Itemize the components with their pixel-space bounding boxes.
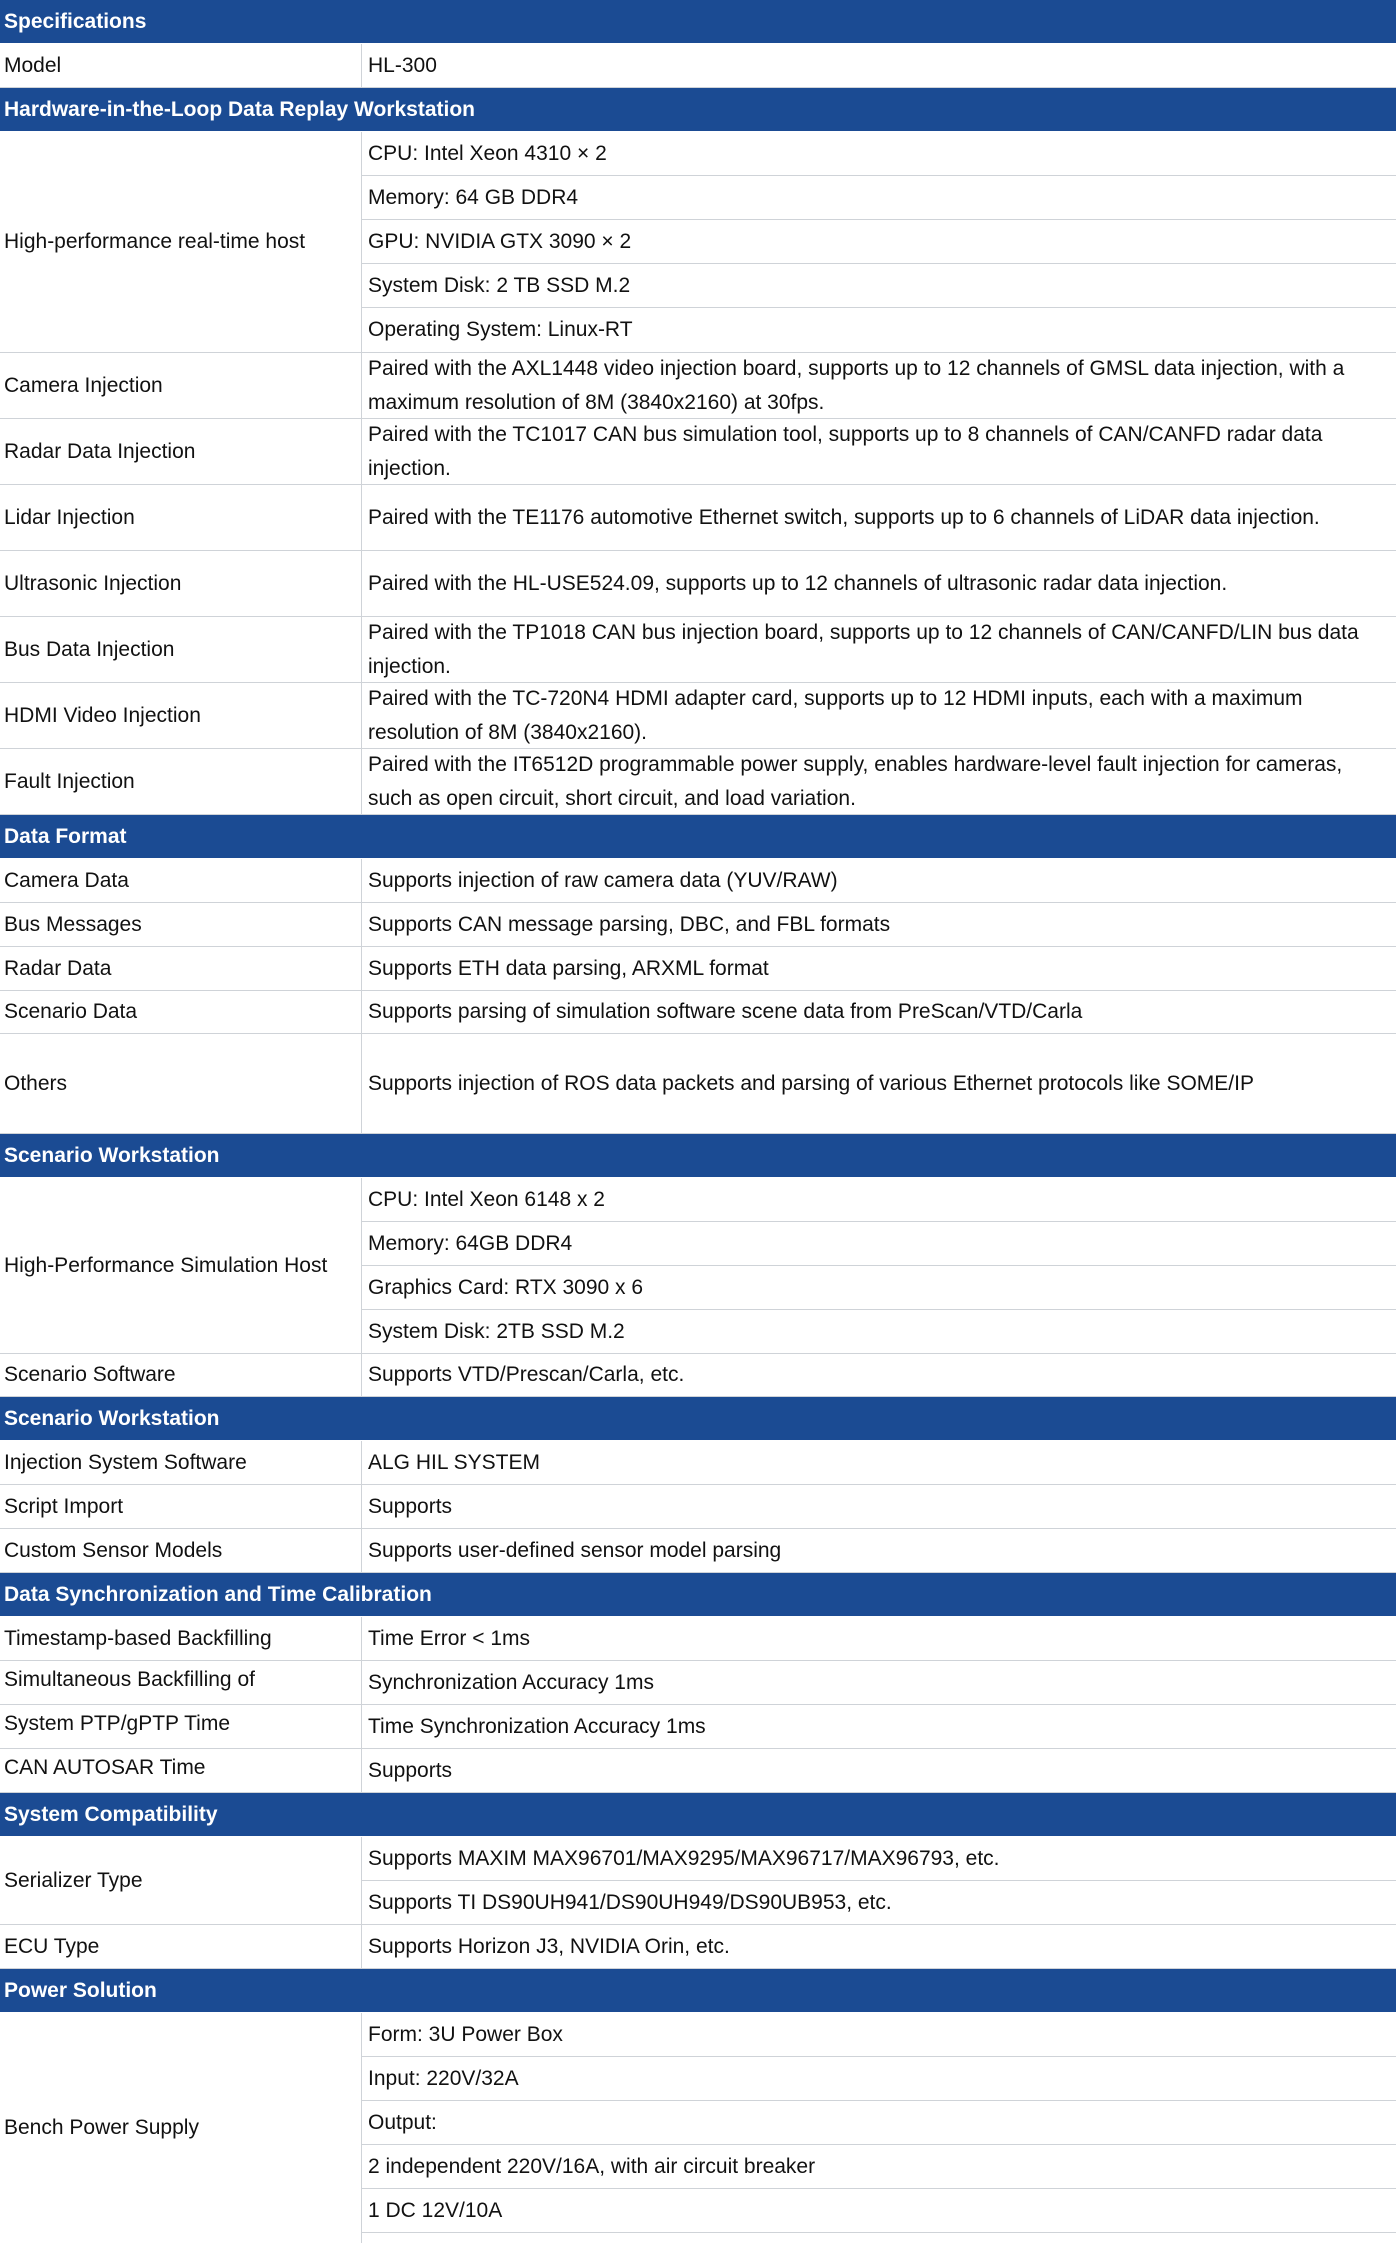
row-value: Paired with the AXL1448 video injection board, supports up to 12 channels of GMSL data injection, with a maximum resolution of 8M (3840x2160) at 30fps. [368,356,1345,414]
table-row [0,683,1396,749]
row-label: Bus Messages [0,903,362,946]
row-value: Supports user-defined sensor model parsing [368,1538,782,1562]
section-title: Scenario Workstation [4,1143,220,1167]
row-value: Supports [368,1758,453,1782]
row-label: Bus Data Injection [0,617,362,682]
section-title: System Compatibility [4,1802,218,1826]
table-row [0,1617,1396,1661]
power-item: Form: 3U Power Box [362,2013,1396,2057]
serializer-item: Supports TI DS90UH941/DS90UH949/DS90UB953, etc. [362,1881,1396,1925]
table-row [0,1441,1396,1485]
section-header-specifications [0,0,1396,44]
row-label: Radar Data Injection [0,419,362,484]
row-label: CAN AUTOSAR Time [0,1749,362,1792]
section-header-scenario-workstation-2 [0,1397,1396,1441]
table-row [0,991,1396,1034]
row-label: Simultaneous Backfilling of [0,1661,362,1704]
row-label-host: High-performance real-time host [0,132,362,353]
power-item-spacer [362,2233,1396,2243]
table-row [0,485,1396,551]
row-label: Timestamp-based Backfilling [0,1617,362,1660]
table-row [0,353,1396,419]
row-value: Synchronization Accuracy 1ms [368,1670,654,1694]
row-label: Scenario Data [0,991,362,1033]
row-label: Injection System Software [0,1441,362,1484]
table-row [0,419,1396,485]
host-spec-item: Memory: 64 GB DDR4 [362,176,1396,220]
host-spec-item: System Disk: 2 TB SSD M.2 [362,264,1396,308]
row-label: ECU Type [0,1925,362,1968]
row-label: HDMI Video Injection [0,683,362,748]
power-item: Output: [362,2101,1396,2145]
host-spec-item: Operating System: Linux-RT [362,308,1396,353]
section-title: Specifications [4,9,147,33]
row-value: Paired with the TE1176 automotive Ethernet switch, supports up to 6 channels of LiDAR data injection. [368,505,1320,529]
section-header-scenario-workstation [0,1134,1396,1178]
host-spec-item: Graphics Card: RTX 3090 x 6 [362,1266,1396,1310]
host-spec-item: Memory: 64GB DDR4 [362,1222,1396,1266]
row-value: Paired with the IT6512D programmable power supply, enables hardware-level fault injection for cameras, such as open circuit, short circuit, and load variation. [368,752,1343,810]
section-title: Data Format [4,824,127,848]
table-row [0,1661,1396,1705]
table-row [0,749,1396,815]
row-value: Supports injection of ROS data packets and parsing of various Ethernet protocols like SOME/IP [368,1071,1254,1095]
row-label: Lidar Injection [0,485,362,550]
section-header-compatibility [0,1793,1396,1837]
row-label-bench-power: Bench Power Supply [0,2013,362,2243]
table-row [0,1705,1396,1749]
row-value: Supports parsing of simulation software scene data from PreScan/VTD/Carla [368,1000,1083,1023]
table-row [0,1749,1396,1793]
row-value: Time Synchronization Accuracy 1ms [368,1714,706,1738]
row-value: Paired with the HL-USE524.09, supports up to 12 channels of ultrasonic radar data injection. [368,571,1228,595]
row-label: Model [0,44,362,87]
section-header-power [0,1969,1396,2013]
section-header-hil [0,88,1396,132]
row-label-serializer: Serializer Type [0,1837,362,1925]
table-row [0,1925,1396,1969]
table-row [0,617,1396,683]
row-value: Supports VTD/Prescan/Carla, etc. [368,1363,685,1386]
table-row [0,903,1396,947]
table-row-model [0,44,1396,88]
row-value: Supports [368,1494,453,1518]
section-title: Scenario Workstation [4,1406,220,1430]
row-label: Others [0,1034,362,1133]
row-value: HL-300 [368,53,437,77]
row-value: Paired with the TC-720N4 HDMI adapter card, supports up to 12 HDMI inputs, each with a maximum resolution of 8M (3840x2160). [368,686,1303,744]
host-spec-item: CPU: Intel Xeon 6148 x 2 [362,1178,1396,1222]
section-title: Hardware-in-the-Loop Data Replay Workstation [4,97,476,121]
table-row [0,859,1396,903]
row-label: Fault Injection [0,749,362,814]
row-label: System PTP/gPTP Time [0,1705,362,1748]
table-row [0,947,1396,991]
row-value: Time Error < 1ms [368,1626,530,1650]
host-spec-item: System Disk: 2TB SSD M.2 [362,1310,1396,1354]
table-row [0,1529,1396,1573]
row-value: Supports Horizon J3, NVIDIA Orin, etc. [368,1934,730,1958]
table-row [0,1354,1396,1397]
section-header-data-format [0,815,1396,859]
row-value: Supports injection of raw camera data (YUV/RAW) [368,868,838,892]
row-label-simulation-host: High-Performance Simulation Host [0,1178,362,1354]
power-item: Input: 220V/32A [362,2057,1396,2101]
table-row [0,1034,1396,1134]
row-label: Script Import [0,1485,362,1528]
power-item: 1 DC 12V/10A [362,2189,1396,2233]
table-row [0,1485,1396,1529]
host-spec-item: CPU: Intel Xeon 4310 × 2 [362,132,1396,176]
host-spec-item: GPU: NVIDIA GTX 3090 × 2 [362,220,1396,264]
section-title: Power Solution [4,1978,157,2002]
row-label: Scenario Software [0,1354,362,1396]
row-label: Camera Injection [0,353,362,418]
section-title: Data Synchronization and Time Calibration [4,1582,432,1606]
row-value: Paired with the TP1018 CAN bus injection board, supports up to 12 channels of CAN/CANFD/LIN bus data injection. [368,620,1359,678]
row-value: Supports CAN message parsing, DBC, and FBL formats [368,912,891,936]
row-value: Supports ETH data parsing, ARXML format [368,956,769,980]
serializer-item: Supports MAXIM MAX96701/MAX9295/MAX96717/MAX96793, etc. [362,1837,1396,1881]
section-header-sync [0,1573,1396,1617]
table-row [0,551,1396,617]
row-label: Ultrasonic Injection [0,551,362,616]
row-label: Radar Data [0,947,362,990]
row-value: Paired with the TC1017 CAN bus simulation tool, supports up to 8 channels of CAN/CANFD radar data injection. [368,422,1323,480]
power-item: 2 independent 220V/16A, with air circuit breaker [362,2145,1396,2189]
row-label: Custom Sensor Models [0,1529,362,1572]
row-value: ALG HIL SYSTEM [368,1450,540,1474]
row-label: Camera Data [0,859,362,902]
